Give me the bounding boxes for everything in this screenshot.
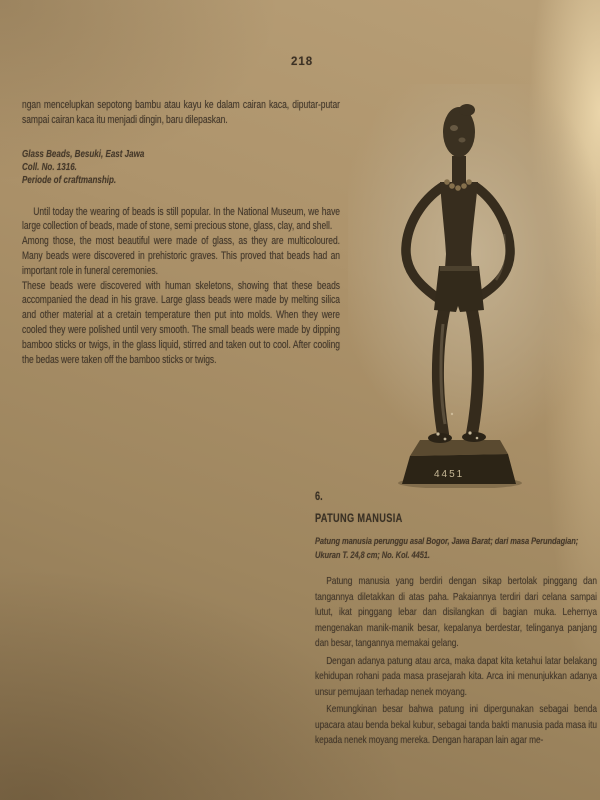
left-text-column [22,98,340,367]
statue-torso [434,182,484,312]
statue-foot-right [462,432,486,442]
statue-body-text [315,574,597,749]
paragraph-dengan-adanya: Dengan adanya patung atau arca, maka dapat kita ketahui latar belakang kehidupan rohani pada masa prasejarah kita. Arca ini menunjukkan adanya unsur pemujaan terhadap nenek moyang. [315,655,597,698]
paragraph-until-today: Until today the wearing of beads is still popular. In the National Museum, we have large collection of beads, made of stone, semi precious stone, glass, clay, and shell. [22,205,340,233]
statue-photo [348,84,596,488]
section-number: 6. [315,491,323,503]
section-title: PATUNG MANUSIA [315,513,403,525]
beads-body-text [22,205,340,368]
paragraph-these-beads: These beads were discovered with human skeletons, showing that these beads accompanied the dead in his grave. Large glass beads were made by melting silica and other material at a cretain temperature then put into molds. When they were cooled they were polished until very smooth. The small beads were made by dipping bamboo sticks or twigs, in the glass liquid, stirred and taken out to cool. After cooling the bedas were taken off the bamboo sticks or twigs. [22,279,340,366]
right-text-column [315,491,597,751]
statue-base-number: 4451 [434,469,465,480]
paragraph-kemungkinan: Kemungkinan besar bahwa patung ini dipergunakan sebagai benda upacara atau benda bekal kubur, sebagai tanda bakti manusia pada masa itu kepada nenek moyang mereka. Dengan harapan lain agar me- [315,704,597,746]
intro-paragraph: ngan mencelupkan sepotong bambu atau kayu ke dalam cairan kaca, diputar-putar sampai cairan kaca itu menjadi dingin, baru dilepaskan. [22,99,340,126]
glass-beads-caption: Glass Beads, Besuki, East Jawa Coll. No. 1316. Periode of craftmanship. [22,149,145,187]
statue-figure [348,84,596,488]
statue-base [402,440,516,484]
statue-head [443,104,475,157]
paragraph-patung-berdiri: Patung manusia yang berdiri dengan sikap bertolak pinggang dan tangannya diletakkan di atas paha. Pakaiannya terdiri dari celana sampai lutut, ikat pinggang lebar dan disilangkan di bagian muka. Lehernya mengenakan manik-manik besar, kepalanya berdestar, telinganya panjang dan besar, tangannya memakai gelang. [315,576,597,649]
paragraph-among-those: Among those, the most beautiful were made of glass, as they are multicoloured. Many beads were discovered in prehistoric graves. This proved that beads had an important role in funeral ceremonies. [22,235,340,277]
statue-caption: Patung manusia perunggu asal Bogor, Jawa Barat; dari masa Perundagian; Ukuran T. 24,8 cm; No. Kol. 4451. [315,535,579,560]
statue-foot-left [428,433,452,443]
page-number: 218 [291,56,314,68]
statue-neck [452,156,466,182]
